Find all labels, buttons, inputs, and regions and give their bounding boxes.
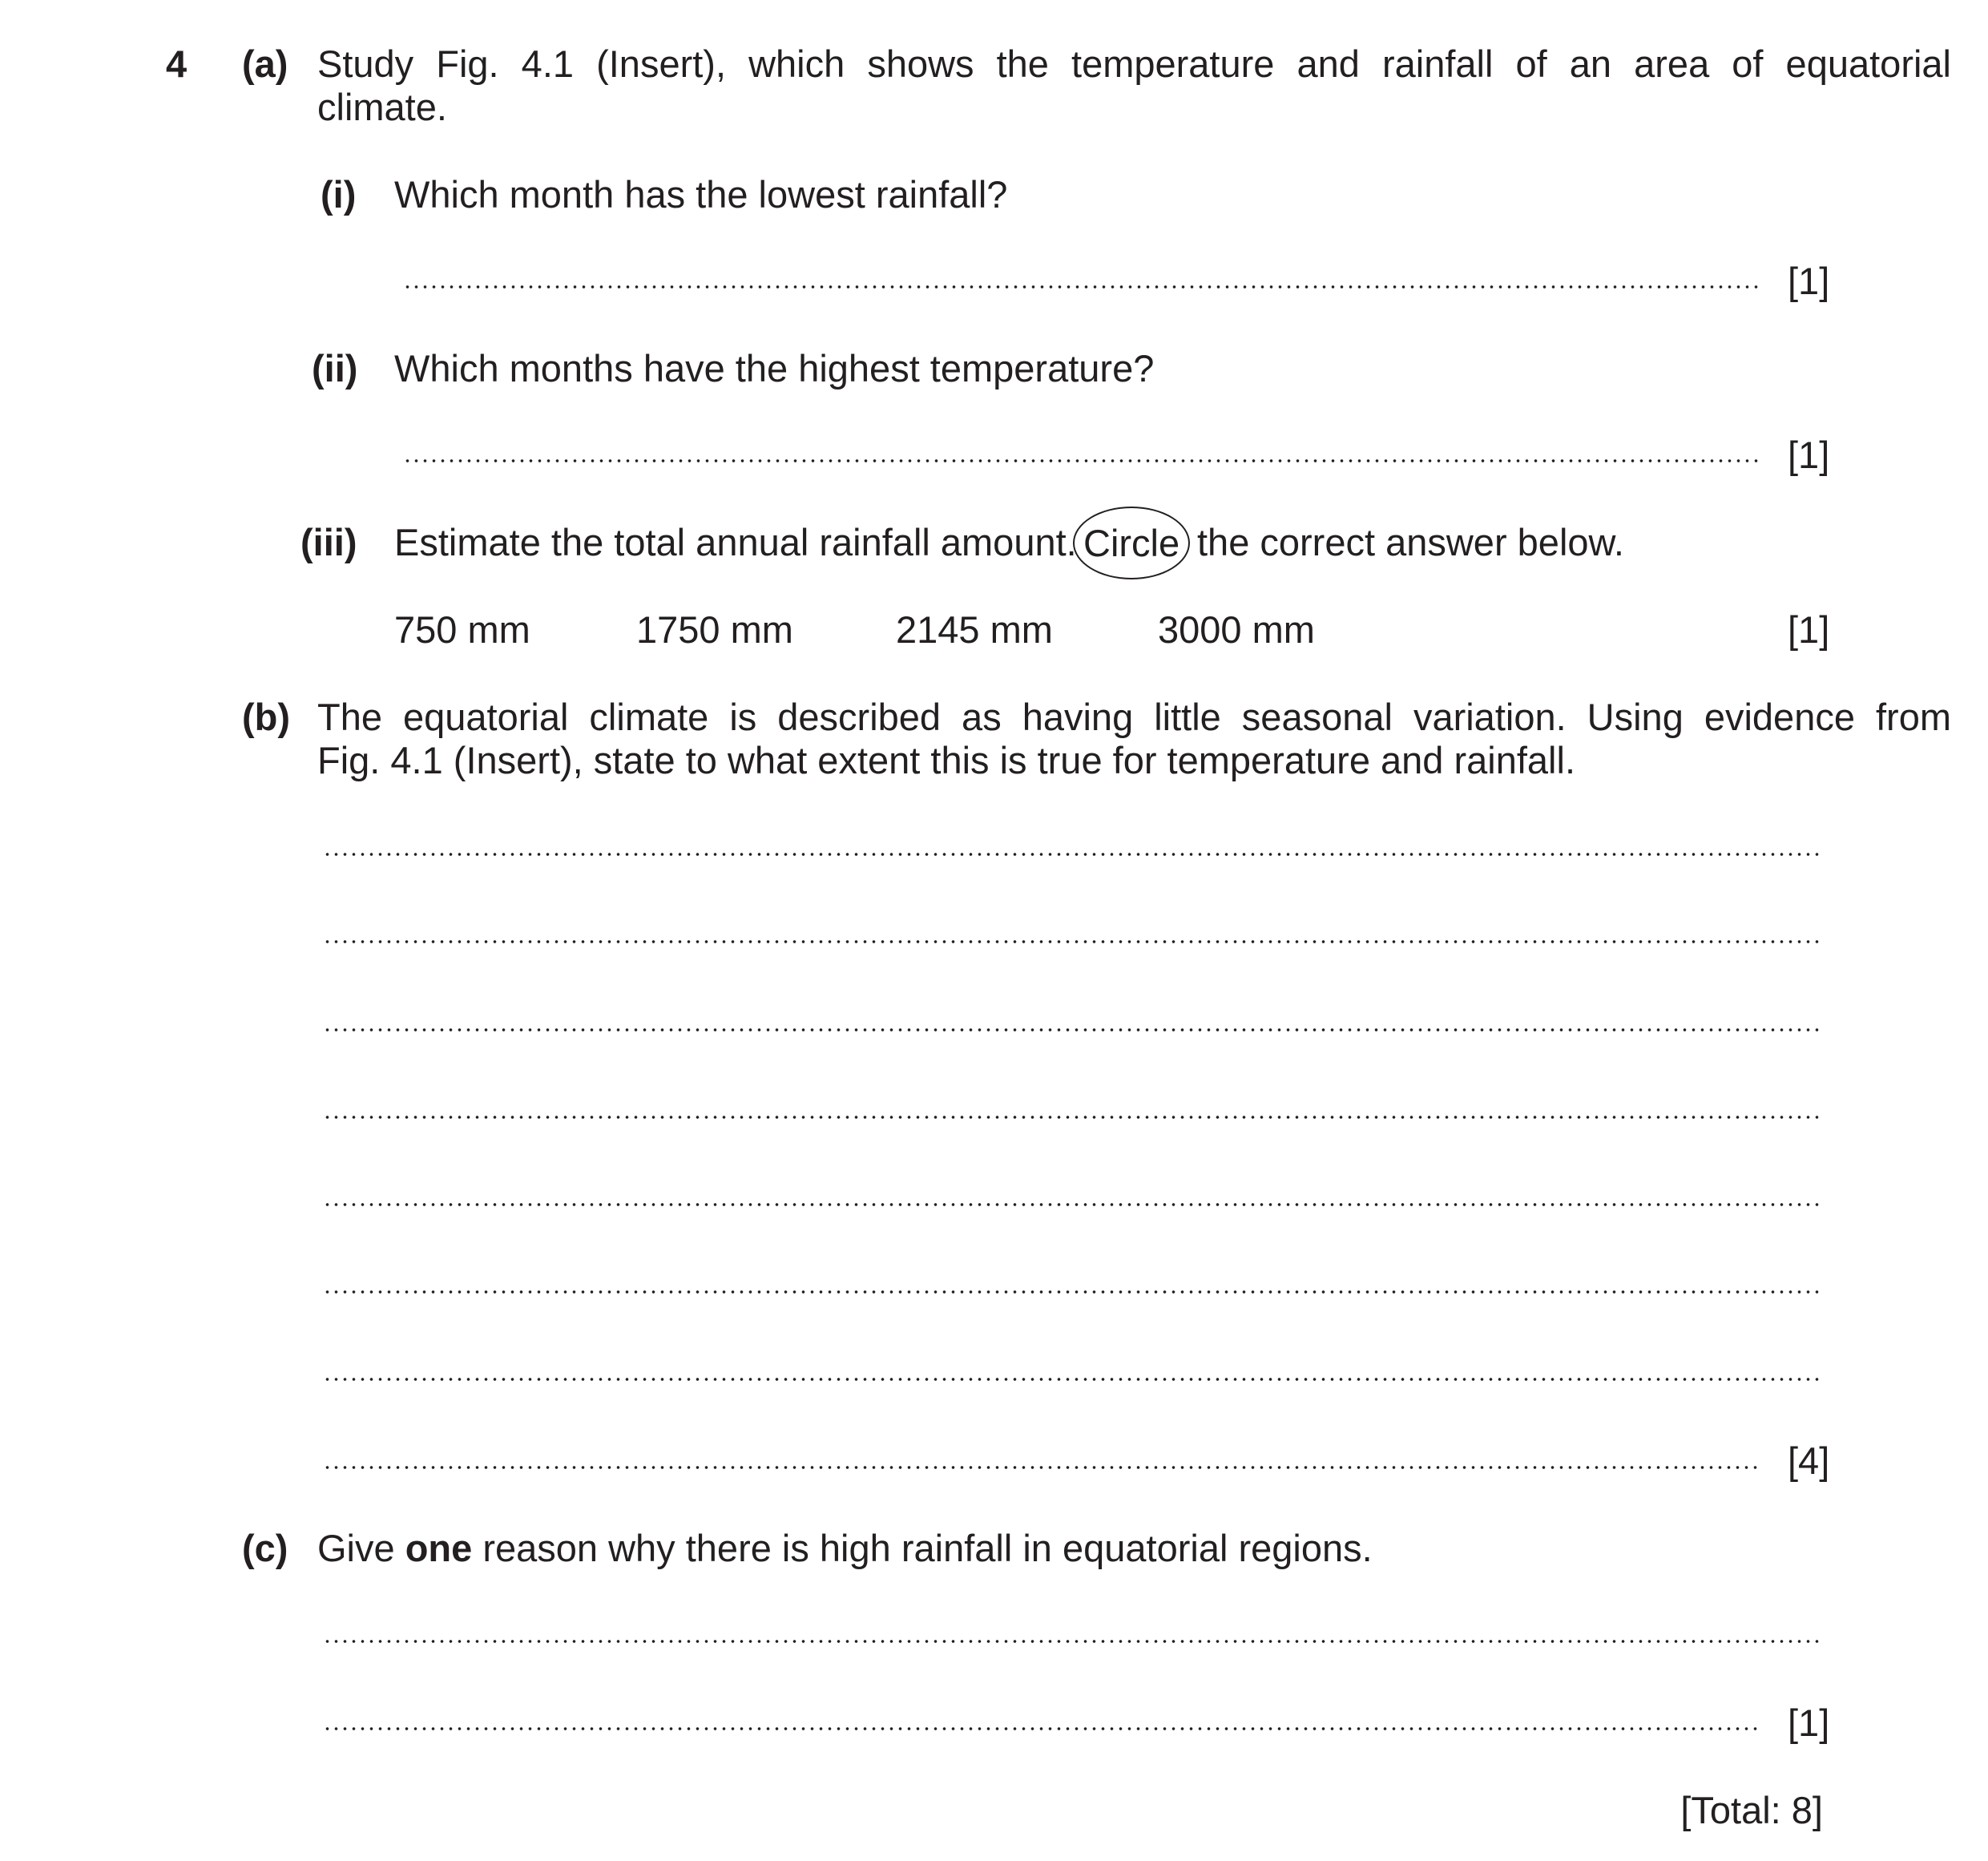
answer-option-1750[interactable]: 1750 mm <box>636 608 793 651</box>
answer-line-c-2[interactable] <box>323 1727 1762 1730</box>
total-marks: [Total: 8] <box>1680 1789 1823 1831</box>
part-a-stem-line1: Study Fig. 4.1 (Insert), which shows the temperature and rainfall of an area of equatorial <box>317 42 1951 85</box>
part-c-emphasis: one <box>405 1527 473 1569</box>
mark-a-iii: [1] <box>1788 608 1830 651</box>
part-a-iii-label: (iii) <box>300 521 357 563</box>
answer-option-3000[interactable]: 3000 mm <box>1158 608 1315 651</box>
answer-line-a-ii[interactable] <box>403 459 1762 462</box>
mark-a-ii: [1] <box>1788 434 1830 476</box>
answer-line-b-1[interactable] <box>323 853 1821 856</box>
part-a-ii-question: Which months have the highest temperature? <box>394 347 1155 390</box>
answer-line-c-1[interactable] <box>323 1640 1821 1643</box>
answer-line-b-7[interactable] <box>323 1378 1821 1381</box>
answer-option-2145[interactable]: 2145 mm <box>896 608 1053 651</box>
answer-line-b-5[interactable] <box>323 1203 1821 1206</box>
part-a-iii-question-end: the correct answer below. <box>1197 521 1624 563</box>
part-a-stem-line2: climate. <box>317 86 447 128</box>
answer-line-b-6[interactable] <box>323 1290 1821 1294</box>
circled-instruction-word: Circle <box>1073 507 1190 579</box>
part-c-question <box>317 1529 1373 1567</box>
answer-line-a-i[interactable] <box>403 285 1762 289</box>
part-a-i-question: Which month has the lowest rainfall? <box>394 173 1008 216</box>
part-a-label: (a) <box>242 42 288 85</box>
part-b-question-line2: Fig. 4.1 (Insert), state to what extent this is true for temperature and rainfall. <box>317 739 1576 781</box>
answer-line-b-2[interactable] <box>323 940 1821 943</box>
answer-option-750[interactable]: 750 mm <box>394 608 530 651</box>
mark-a-i: [1] <box>1788 260 1830 302</box>
part-c-text-start: Give <box>317 1527 395 1569</box>
part-c-text-end: reason why there is high rainfall in equatorial regions. <box>482 1527 1373 1569</box>
part-a-iii-question-start: Estimate the total annual rainfall amount. <box>394 521 1077 563</box>
question-number: 4 <box>166 42 188 85</box>
answer-line-b-3[interactable] <box>323 1028 1821 1031</box>
part-a-i-label: (i) <box>321 173 357 216</box>
part-a-ii-label: (ii) <box>312 347 358 390</box>
part-b-question-line1: The equatorial climate is described as having little seasonal variation. Using evidence from <box>317 696 1951 738</box>
mark-c: [1] <box>1788 1702 1830 1744</box>
answer-line-b-4[interactable] <box>323 1116 1821 1119</box>
part-c-label: (c) <box>242 1527 288 1569</box>
part-b-label: (b) <box>242 696 291 738</box>
mark-b: [4] <box>1788 1439 1830 1482</box>
answer-line-b-8[interactable] <box>323 1466 1762 1469</box>
